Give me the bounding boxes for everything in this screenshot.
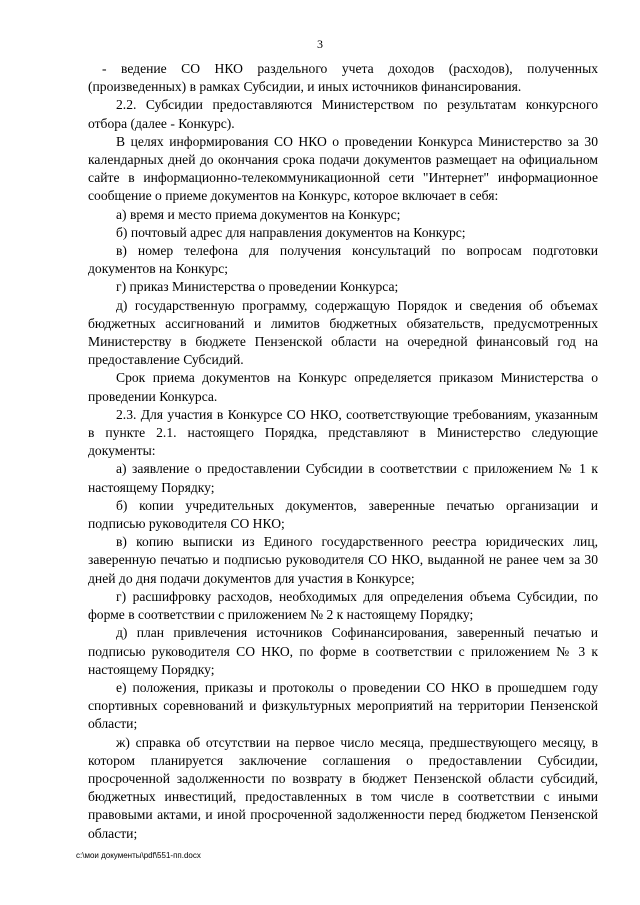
paragraph: а) заявление о предоставлении Субсидии в соответствии с приложением № 1 к настоящему Порядку; — [88, 461, 598, 495]
paragraph: ж) справка об отсутствии на первое число месяца, предшествующего месяцу, в котором планируется заключение соглашения о предоставлении Субсидии, просроченной задолженности по возврату в бюджет Пензенской области субсидий, бюджетных инвестиций, предоставленных в том числе в соответствии с иными правовыми актами, и иной просроченной задолженности перед бюджетом Пензенской области; — [88, 734, 598, 841]
paragraph: В целях информирования СО НКО о проведении Конкурса Министерство за 30 календарных дней до окончания срока подачи документов размещает на официальном сайте в информационно-телекоммуникационной сети "Интернет" информационное сообщение о приеме документов на Конкурс, которое включает в себя: — [88, 133, 598, 204]
paragraph: 2.3. Для участия в Конкурсе СО НКО, соответствующие требованиям, указанным в пункте 2.1. настоящего Порядка, представляют в Министерство следующие документы: — [88, 406, 598, 459]
paragraph: е) положения, приказы и протоколы о проведении СО НКО в прошедшем году спортивных соревнований и физкультурных мероприятий на территории Пензенской области; — [88, 679, 598, 732]
paragraph: д) план привлечения источников Софинансирования, заверенный печатью и подписью руководителя СО НКО, по форме в соответствии с приложением № 3 к настоящему Порядку; — [88, 625, 598, 677]
footer-file-path: c:\мои документы\pdf\551-пп.docx — [76, 851, 201, 860]
paragraph: г) приказ Министерства о проведении Конкурса; — [116, 279, 399, 295]
document-body — [88, 60, 598, 843]
paragraph: Срок приема документов на Конкурс определяется приказом Министерства о проведении Конкурса. — [88, 370, 598, 404]
page-number: 3 — [317, 37, 323, 51]
paragraph: в) копию выписки из Единого государственного реестра юридических лиц, заверенную печатью и подписью руководителя СО НКО, выданной не ранее чем за 30 дней до дня подачи документов для участия в Конкурсе; — [88, 534, 598, 586]
paragraph: д) государственную программу, содержащую Порядок и сведения об объемах бюджетных ассигнований и лимитов бюджетных обязательств, предусмотренных Министерству в бюджете Пензенской области на очередной финансовый год на предоставление Субсидий. — [88, 297, 598, 368]
paragraph: - ведение СО НКО раздельного учета доходов (расходов), полученных (произведенных) в рамках Субсидии, и иных источников финансирования. — [88, 61, 598, 95]
paragraph: б) почтовый адрес для направления документов на Конкурс; — [116, 224, 466, 240]
paragraph: б) копии учредительных документов, заверенные печатью организации и подписью руководителя СО НКО; — [88, 497, 598, 532]
paragraph: г) расшифровку расходов, необходимых для определения объема Субсидии, по форме в соответствии с приложением № 2 к настоящему Порядку; — [88, 588, 598, 623]
paragraph: в) номер телефона для получения консультаций по вопросам подготовки документов на Конкурс; — [88, 243, 598, 277]
paragraph: а) время и место приема документов на Конкурс; — [116, 206, 401, 222]
paragraph: 2.2. Субсидии предоставляются Министерством по результатам конкурсного отбора (далее - Конкурс). — [88, 97, 598, 131]
